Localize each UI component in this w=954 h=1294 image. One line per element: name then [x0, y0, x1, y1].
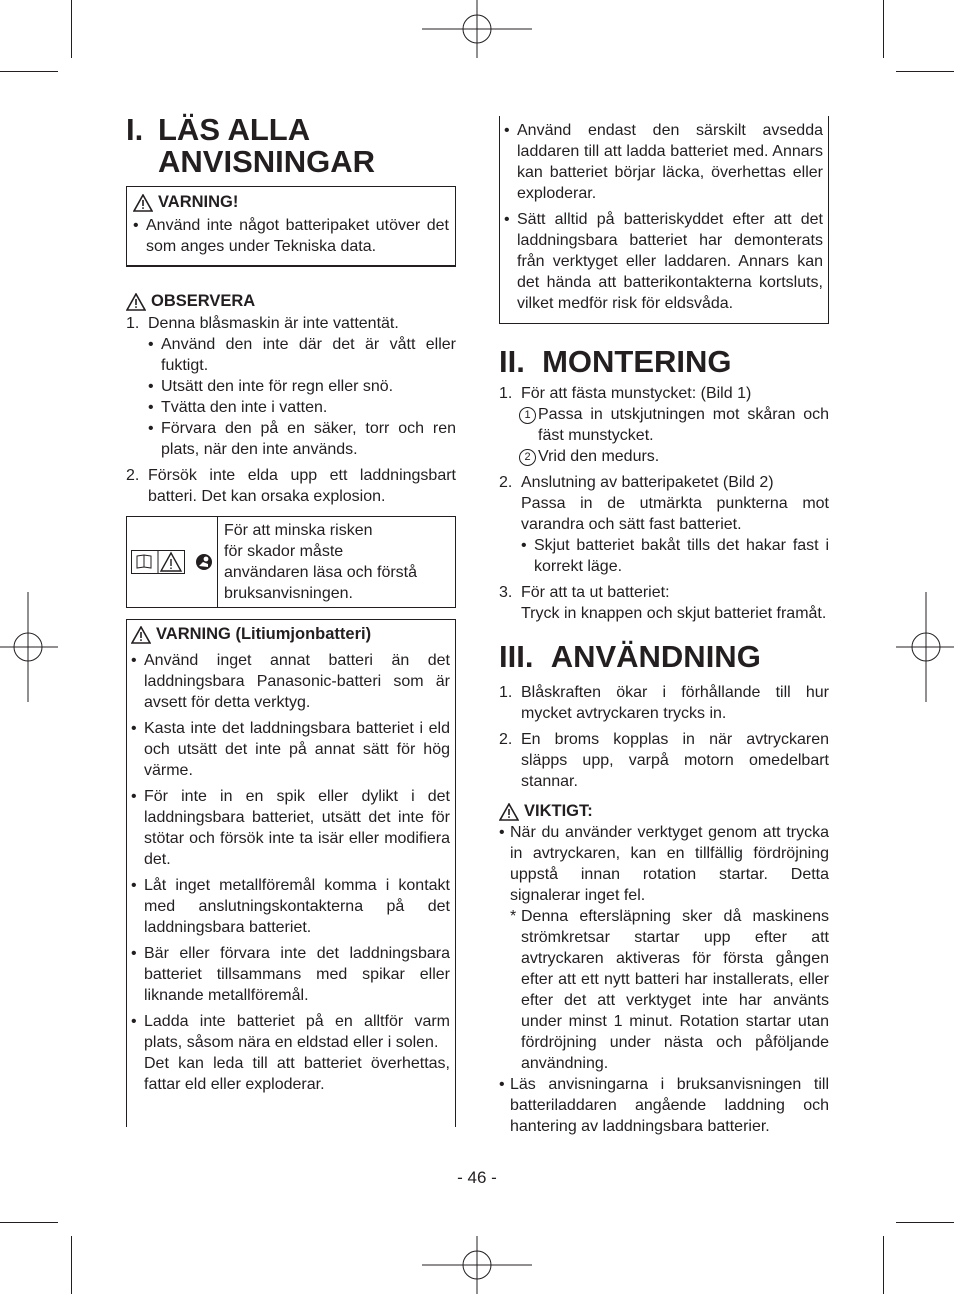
left-column	[126, 112, 456, 1127]
manual-reader-icon	[195, 553, 213, 571]
warning-triangle-icon	[499, 803, 519, 821]
list-item: 2. En broms kopplas in när avtryckaren släpps upp, varpå motorn omedelbart stannar.	[499, 731, 829, 790]
manual-note-text: För att minska risken för skador måste användaren läsa och förstå bruksanvisningen.	[224, 522, 418, 602]
list-item: • Kasta inte det laddningsbara batteriet i eld och utsätt det inte på annat sätt för hög värme.	[131, 720, 450, 779]
manual-note-box	[126, 516, 456, 608]
list-item: • Sätt alltid på batteriskyddet efter att det laddningsbara batteriet har demonterats från verktyget eller laddaren. Annars kan det hända att batterikontakterna kortsluts, vilket medför risk för eldsvåda.	[504, 211, 823, 312]
list-item: • Bär eller förvara inte det laddningsbara batteriet tillsammans med spikar eller liknande metallföremål.	[131, 945, 450, 1004]
section-3-heading: III. ANVÄNDNING	[499, 639, 761, 674]
registration-mark-left	[0, 592, 58, 702]
list-item: • Ladda inte batteriet på en alltför varm plats, såsom nära en eldstad eller i solen. Det kan leda till att batteriet överhettas, fattar eld eller exploderar.	[131, 1013, 450, 1093]
section-1-heading: I. LÄS ALLA ANVISNINGAR	[126, 112, 376, 179]
warning-triangle-icon	[133, 194, 153, 212]
list-item: 1. Blåskraften ökar i förhållande till hur mycket avtryckaren trycks in.	[499, 684, 829, 722]
registration-mark-top	[422, 0, 532, 60]
step-item: 2 Vrid den medurs.	[499, 446, 829, 467]
list-item: • Använd inget annat batteri än det laddningsbara Panasonic-batteri som är avsett för detta verktyg.	[131, 652, 450, 711]
varning-title: VARNING!	[133, 192, 449, 213]
right-column	[499, 112, 829, 1137]
list-item: • Använd endast den särskilt avsedda laddaren till att ladda batteriet med. Annars kan batteriet börjar läcka, överhettas eller exploderar.	[504, 122, 823, 202]
footnote: * Denna eftersläpning sker då maskinens strömkretsar startar upp efter att avtryckaren aktiveras för första gången efter att ett nytt batteri har installerats, eller efter det att verktyget inte har använts under minst 1 minut. Rotation startar utan fördröjning under nästa och påföljande användning.	[510, 908, 829, 1072]
viktigt-section	[499, 801, 829, 1137]
list-item: • Läs anvisningarna i bruksanvisningen till batteriladdaren angående laddning och hantering av laddningsbara batterier.	[499, 1076, 829, 1135]
list-subitem: • Skjut batteriet bakåt tills det hakar fast i korrekt läge.	[521, 537, 829, 575]
list-item: 1. För att fästa munstycket: (Bild 1)	[499, 385, 752, 402]
varning-item: • Använd inte något batteripaket utöver det som anges under Tekniska data.	[133, 217, 449, 255]
varning-lithium-box	[126, 619, 456, 1127]
list-item: • När du använder verktyget genom att trycka in avtryckaren, kan en tillfällig fördröjning uppstå innan rotation startar. Detta signalerar inget fel.	[499, 824, 829, 904]
montering-list	[499, 383, 829, 624]
step-item: 1 Passa in utskjutningen mot skåran och fäst munstycket.	[499, 404, 829, 446]
viktigt-title: VIKTIGT:	[499, 801, 829, 822]
list-item: 3. För att ta ut batteriet: Tryck in knappen och skjut batteriet framåt.	[499, 584, 827, 622]
step-number-circle: 1	[519, 407, 536, 424]
list-item: 2. Anslutning av batteripaketet (Bild 2) Passa in de utmärkta punkterna mot varandra och sätt fast batteriet.	[499, 474, 829, 533]
list-subitem: • Tvätta den inte i vatten.	[148, 399, 328, 416]
step-number-circle: 2	[519, 449, 536, 466]
registration-mark-bottom	[422, 1236, 532, 1294]
warning-triangle-icon	[126, 293, 146, 311]
list-subitem: • Använd den inte där det är vått eller fuktigt.	[148, 336, 456, 374]
warning-triangle-icon	[131, 626, 151, 644]
varning-lithium-title: VARNING (Litiumjonbatteri)	[131, 624, 450, 645]
page-number: - 46 -	[457, 1168, 497, 1187]
read-manual-icon	[131, 550, 185, 574]
section-2-heading: II. MONTERING	[499, 344, 732, 379]
observera-title: OBSERVERA	[126, 291, 456, 312]
list-item: • För inte in en spik eller dylikt i det laddningsbara batteriet, utsätt det inte för stötar och försök inte ta isär eller modifiera det.	[131, 788, 450, 868]
observera-section	[126, 291, 456, 507]
list-item: • Låt inget metallföremål komma i kontakt med anslutningskontakterna på det laddningsbara batteriet.	[131, 877, 450, 936]
varning-box	[126, 186, 456, 267]
list-item: 1. Denna blåsmaskin är inte vattentät.	[126, 315, 399, 332]
manual-symbol-cell	[127, 517, 218, 607]
list-subitem: • Utsätt den inte för regn eller snö.	[148, 378, 394, 395]
registration-mark-right	[896, 592, 954, 702]
list-subitem: • Förvara den på en säker, torr och ren plats, när den inte används.	[148, 420, 456, 458]
list-item: 2. Försök inte elda upp ett laddningsbart batteri. Det kan orsaka explosion.	[126, 467, 456, 505]
right-warning-box	[499, 116, 829, 324]
anvandning-list	[499, 682, 829, 792]
